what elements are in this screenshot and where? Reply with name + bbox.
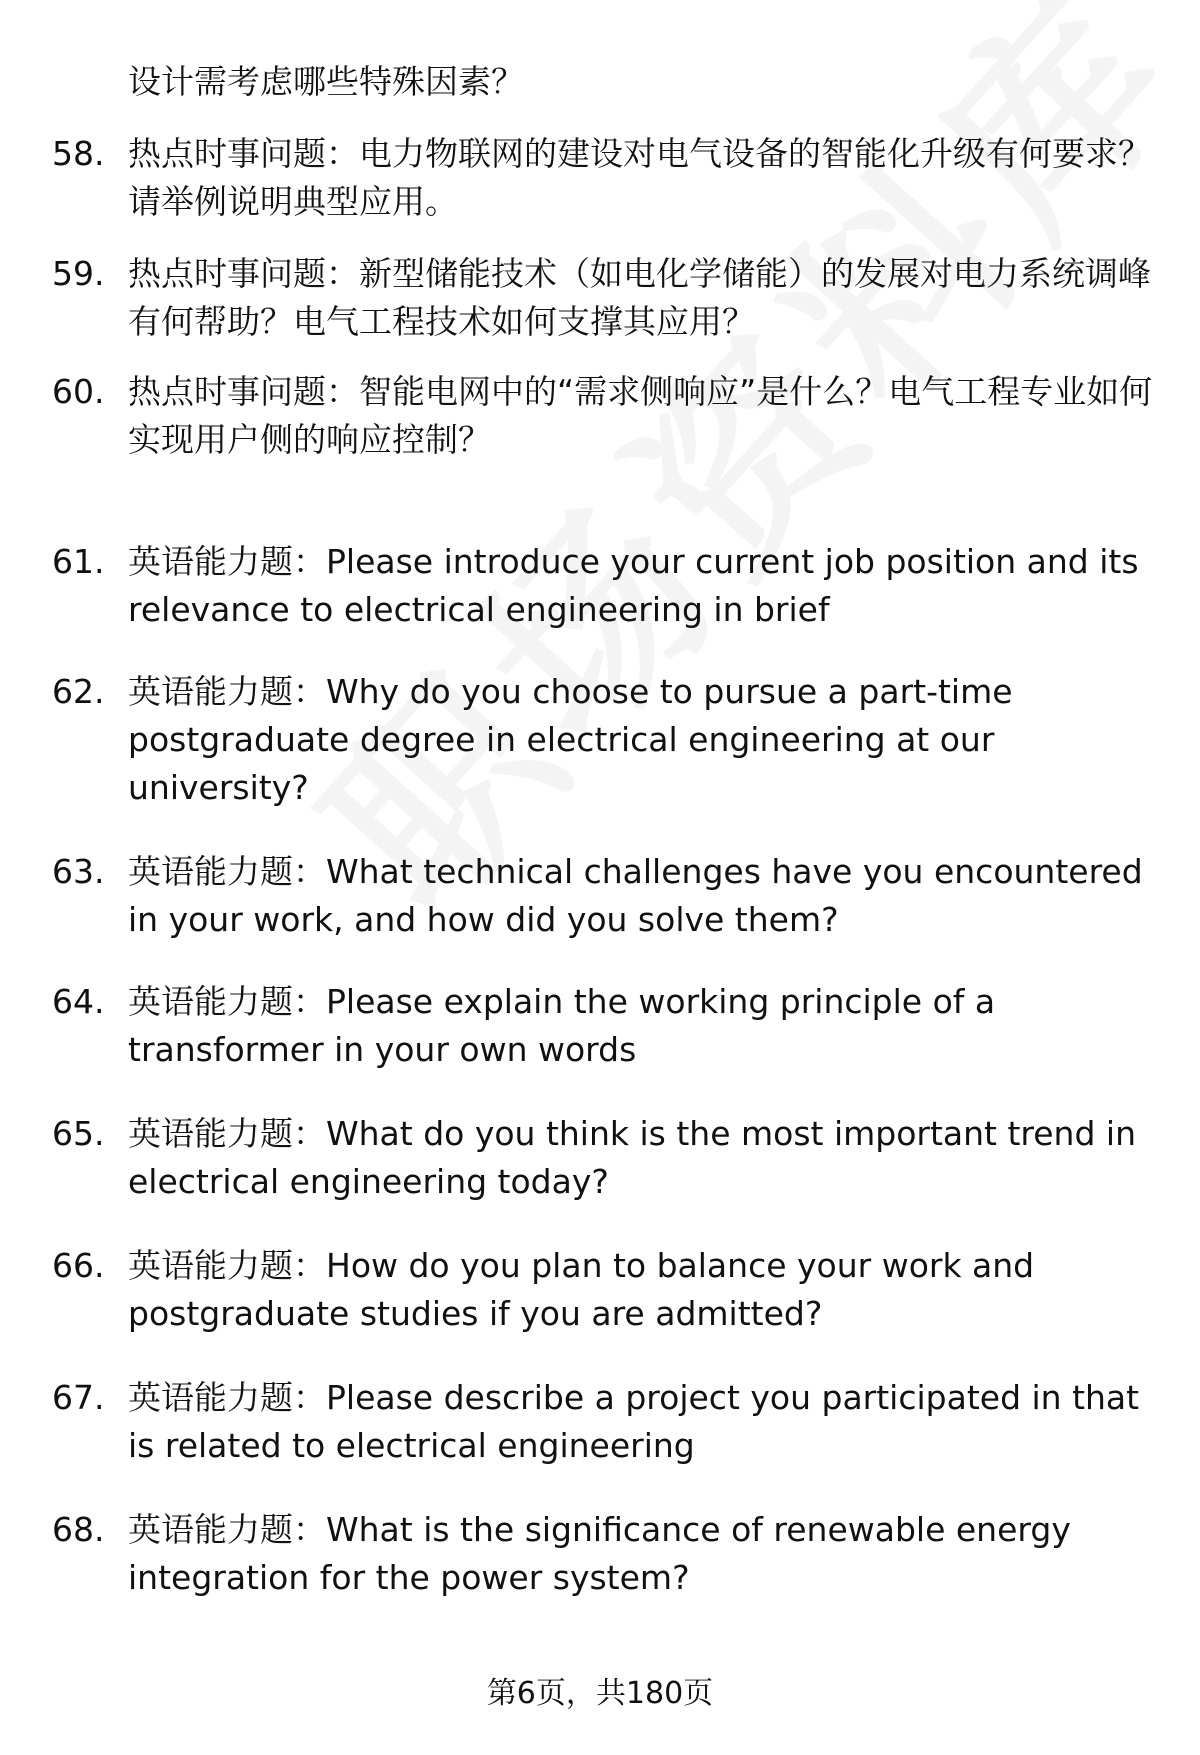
question-number: 59.: [52, 254, 105, 293]
question-text: 热点时事问题：智能电网中的“需求侧响应”是什么？电气工程专业如何实现用户侧的响应控制？: [128, 372, 1153, 459]
question-text: 英语能力题：Please explain the working principle of a transformer in your own words: [128, 982, 996, 1069]
question-number: 65.: [52, 1114, 105, 1153]
question-number: 63.: [52, 852, 105, 891]
question-number: 62.: [52, 672, 105, 711]
question-number: 67.: [52, 1378, 105, 1417]
question-text: 英语能力题：What do you think is the most important trend in electrical engineering today?: [128, 1114, 1136, 1201]
page-number-footer: 第6页，共180页: [486, 1676, 714, 1711]
question-number: 60.: [52, 372, 105, 411]
question-number: 61.: [52, 542, 105, 581]
question-number: 68.: [52, 1510, 105, 1549]
continued-question-text: 设计需考虑哪些特殊因素？: [128, 62, 524, 101]
question-text: 英语能力题：How do you plan to balance your work and postgraduate studies if you are admitted?: [128, 1246, 1035, 1333]
question-text: 英语能力题：What technical challenges have you encountered in your work, and how did you solve them?: [128, 852, 1143, 939]
question-number: 66.: [52, 1246, 105, 1285]
question-text: 英语能力题：What is the significance of renewable energy integration for the power system?: [128, 1510, 1071, 1597]
question-number: 58.: [52, 134, 105, 173]
question-number: 64.: [52, 982, 105, 1021]
question-text: 英语能力题：Please describe a project you participated in that is related to electrical engineering: [128, 1378, 1140, 1465]
question-text: 英语能力题：Why do you choose to pursue a part-time postgraduate degree in electrical engineering at our university?: [128, 672, 1013, 807]
question-text: 热点时事问题：电力物联网的建设对电气设备的智能化升级有何要求？请举例说明典型应用。: [128, 134, 1151, 221]
question-text: 热点时事问题：新型储能技术（如电化学储能）的发展对电力系统调峰有何帮助？电气工程技术如何支撑其应用？: [128, 254, 1151, 341]
question-text: 英语能力题：Please introduce your current job position and its relevance to electrical engineering in brief: [128, 542, 1139, 629]
